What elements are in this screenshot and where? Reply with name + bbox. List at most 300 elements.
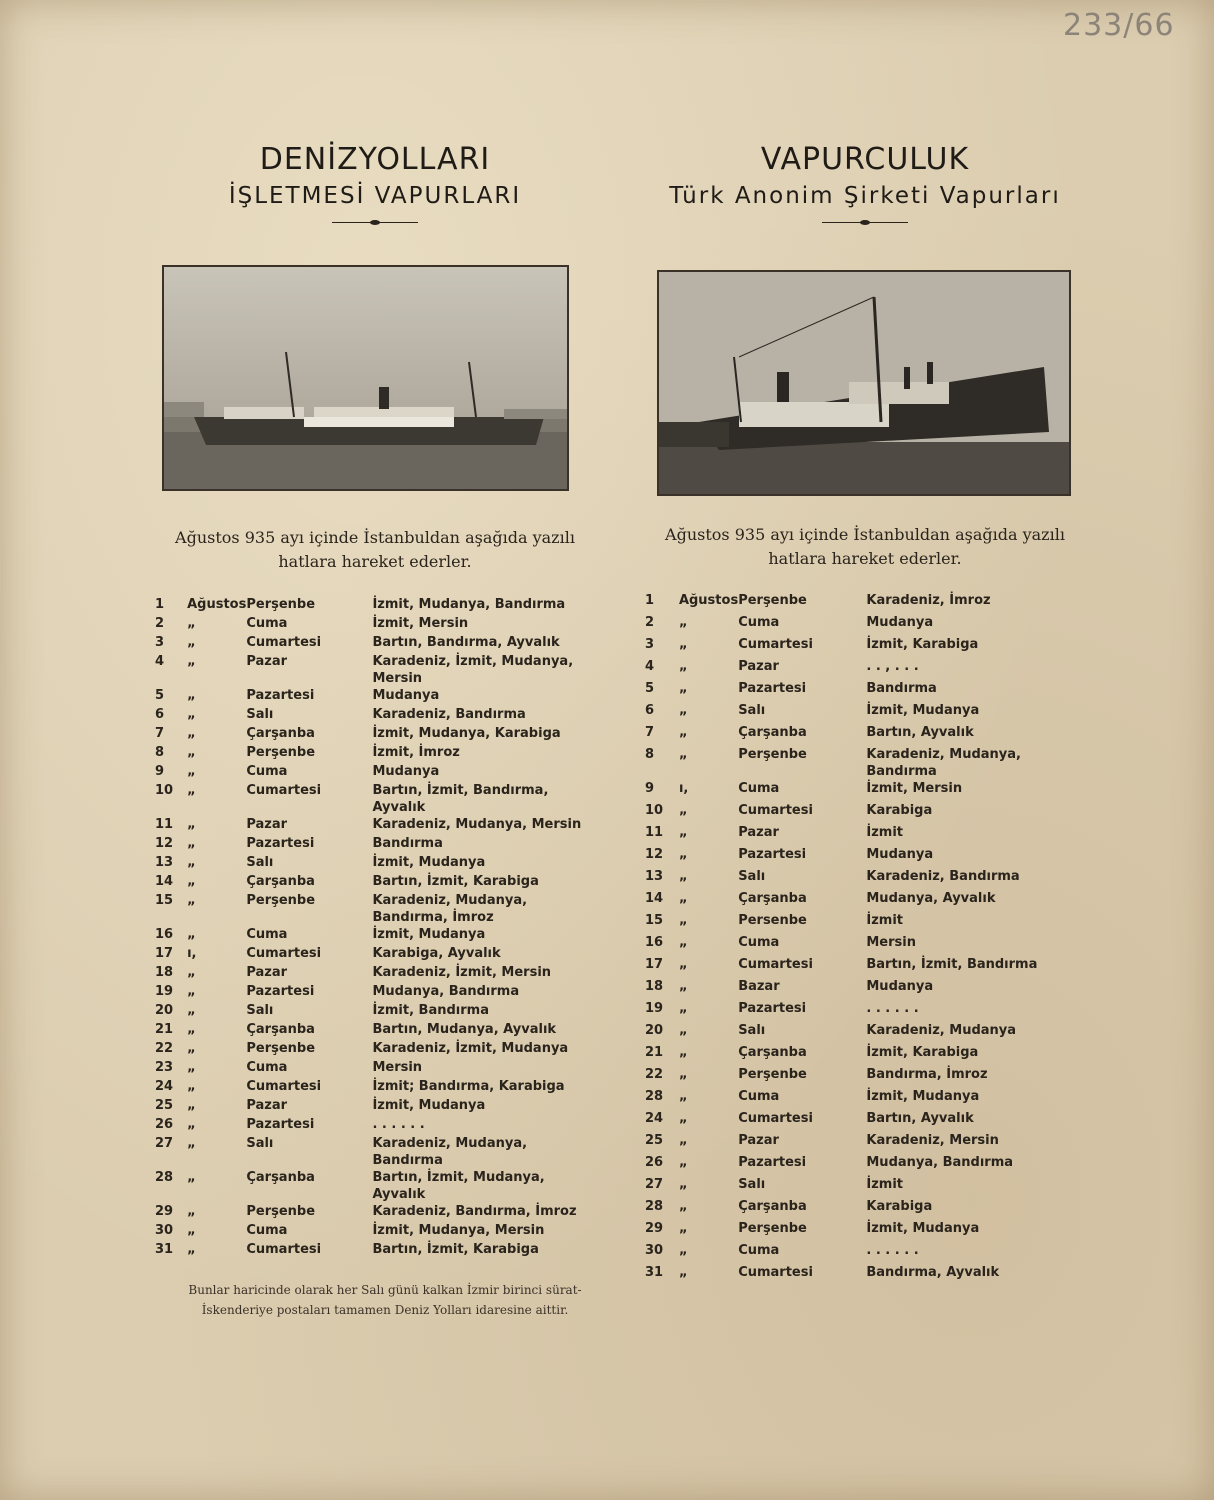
schedule-row: [645, 890, 1045, 912]
schedule-row: [155, 706, 600, 725]
destinations: İzmit, Karabiga: [866, 1045, 979, 1060]
month-marker: „: [678, 747, 688, 762]
day-number: 24: [155, 1079, 174, 1094]
destinations: Bandırma, İmroz: [866, 1067, 988, 1082]
day-number: 27: [155, 1136, 174, 1151]
month-marker: „: [678, 615, 688, 630]
destinations: Mudanya, Bandırma: [866, 1155, 1014, 1170]
weekday: Çarşanba: [246, 726, 315, 741]
weekday: Çarşanba: [246, 874, 315, 889]
day-number: 19: [645, 1001, 664, 1016]
destinations: İzmit, Mudanya: [866, 1221, 980, 1236]
month-marker: „: [187, 1223, 196, 1238]
schedule-row: [155, 725, 600, 744]
weekday: Perşenbe: [246, 745, 316, 760]
day-number: 21: [645, 1045, 664, 1060]
day-number: 14: [155, 874, 174, 889]
day-number: 4: [645, 659, 655, 674]
day-number: 26: [155, 1117, 174, 1132]
schedule-row: [155, 1021, 600, 1040]
destinations: . . . . . .: [372, 1117, 425, 1132]
weekday: Cuma: [246, 1223, 288, 1238]
destinations: Bartın, İzmit, Bandırma: [866, 957, 1038, 972]
weekday: Perşenbe: [246, 597, 316, 612]
schedule-row: [155, 1116, 600, 1135]
month-marker: „: [187, 745, 196, 760]
schedule-row: [645, 1066, 1045, 1088]
schedule-row: [155, 1222, 600, 1241]
day-number: 16: [155, 927, 174, 942]
right-divider: [822, 222, 908, 223]
schedule-row: [155, 1002, 600, 1021]
day-number: 14: [645, 891, 664, 906]
weekday: Pazartesi: [738, 1001, 807, 1016]
weekday: Cuma: [246, 1060, 288, 1075]
month-marker: „: [678, 913, 688, 928]
weekday: Cumartesi: [738, 1265, 813, 1280]
month-marker: „: [187, 1204, 196, 1219]
month-marker: ı,: [678, 781, 689, 796]
weekday: Çarşanba: [738, 1045, 807, 1060]
right-subtitle: Türk Anonim Şirketi Vapurları: [669, 183, 1061, 209]
month-marker: „: [187, 1117, 196, 1132]
schedule-row: [645, 956, 1045, 978]
month-marker: „: [678, 935, 688, 950]
destinations: Bartın, İzmit, Karabiga: [372, 874, 539, 889]
month-marker: Ağustos: [187, 597, 247, 612]
weekday: Perşenbe: [246, 1204, 316, 1219]
destinations: Karabiga: [866, 803, 933, 818]
day-number: 15: [155, 893, 174, 908]
destinations: İzmit, Karabiga: [866, 637, 979, 652]
destinations: İzmit, Mudanya: [866, 1089, 980, 1104]
right-ship-photo: [657, 270, 1071, 496]
destinations: Karadeniz, İzmit, Mersin: [372, 965, 552, 980]
schedule-row: [645, 846, 1045, 868]
schedule-row: [645, 1000, 1045, 1022]
day-number: 15: [645, 913, 664, 928]
schedule-row: [155, 945, 600, 964]
month-marker: „: [187, 688, 196, 703]
schedule-row: [155, 1135, 600, 1169]
schedule-row: [645, 746, 1045, 780]
destinations: Karadeniz, Mudanya, Mersin: [372, 817, 582, 832]
destinations: Karadeniz, Mersin: [866, 1133, 999, 1148]
day-number: 28: [155, 1170, 174, 1185]
weekday: Salı: [246, 1003, 274, 1018]
weekday: Pazar: [246, 965, 288, 980]
month-marker: „: [187, 783, 196, 798]
schedule-row: [155, 1097, 600, 1116]
weekday: Pazartesi: [738, 681, 807, 696]
weekday: Pazar: [246, 817, 288, 832]
day-number: 27: [645, 1177, 664, 1192]
schedule-row: [645, 1154, 1045, 1176]
weekday: Cumartesi: [738, 803, 813, 818]
schedule-row: [645, 1264, 1045, 1286]
month-marker: „: [678, 1089, 688, 1104]
day-number: 9: [155, 764, 165, 779]
day-number: 23: [155, 1060, 174, 1075]
weekday: Perşenbe: [738, 1067, 807, 1082]
month-marker: „: [187, 1136, 196, 1151]
day-number: 5: [155, 688, 165, 703]
weekday: Cuma: [246, 927, 288, 942]
day-number: 6: [645, 703, 655, 718]
month-marker: „: [678, 1133, 688, 1148]
weekday: Pazar: [738, 659, 779, 674]
weekday: Pazartesi: [246, 1117, 315, 1132]
schedule-row: [645, 780, 1045, 802]
destinations: İzmit; Bandırma, Karabiga: [372, 1079, 565, 1094]
destinations: Karadeniz, İzmit, Mudanya, Mersin: [372, 654, 574, 686]
day-number: 8: [645, 747, 655, 762]
day-number: 30: [155, 1223, 174, 1238]
month-marker: „: [678, 825, 688, 840]
month-marker: „: [678, 1199, 688, 1214]
schedule-row: [645, 724, 1045, 746]
weekday: Cumartesi: [246, 783, 322, 798]
schedule-row: [155, 1203, 600, 1222]
destinations: Karadeniz, İmroz: [866, 593, 991, 608]
weekday: Pazartesi: [738, 1155, 807, 1170]
day-number: 12: [155, 836, 174, 851]
month-marker: „: [187, 726, 196, 741]
destinations: İzmit, Mudanya, Bandırma: [372, 597, 566, 612]
day-number: 7: [155, 726, 165, 741]
schedule-row: [645, 1088, 1045, 1110]
denizyollari-header: [150, 140, 600, 223]
month-marker: „: [678, 1265, 688, 1280]
month-marker: „: [187, 1060, 196, 1075]
left-footnote: Bunlar haricinde olarak her Salı günü kalkan İzmir birinci sürat-İskenderiye postaları tamamen Deniz Yolları idaresine aittir.: [188, 1283, 582, 1317]
month-marker: „: [187, 855, 196, 870]
schedule-row: [155, 816, 600, 835]
weekday: Pazar: [738, 825, 779, 840]
destinations: Mudanya: [866, 615, 934, 630]
schedule-row: [645, 658, 1045, 680]
destinations: İzmit, Mudanya, Karabiga: [372, 726, 561, 741]
schedule-row: [155, 964, 600, 983]
month-marker: „: [187, 1022, 196, 1037]
weekday: Cuma: [738, 1243, 780, 1258]
day-number: 24: [645, 1111, 664, 1126]
schedule-row: [155, 1078, 600, 1097]
schedule-row: [155, 687, 600, 706]
destinations: . . . . . .: [866, 1001, 919, 1016]
day-number: 1: [645, 593, 655, 608]
month-marker: „: [678, 1023, 688, 1038]
weekday: Pazar: [246, 654, 288, 669]
day-number: 7: [645, 725, 655, 740]
right-caption: Ağustos 935 ayı içinde İstanbuldan aşağıda yazılı hatlara hareket ederler.: [665, 525, 1065, 568]
destinations: İzmit, Mersin: [372, 616, 469, 631]
schedule-row: [155, 744, 600, 763]
weekday: Cuma: [246, 616, 288, 631]
day-number: 10: [645, 803, 664, 818]
month-marker: „: [678, 725, 688, 740]
schedule-row: [155, 854, 600, 873]
weekday: Cumartesi: [738, 1111, 813, 1126]
day-number: 20: [645, 1023, 664, 1038]
left-divider: [332, 222, 418, 223]
day-number: 18: [155, 965, 174, 980]
destinations: Mudanya, Ayvalık: [866, 891, 996, 906]
right-title: VAPURCULUK: [760, 142, 970, 177]
destinations: Bartın, İzmit, Karabiga: [372, 1242, 539, 1257]
day-number: 11: [645, 825, 664, 840]
weekday: Pazartesi: [246, 984, 315, 999]
weekday: Pazartesi: [738, 847, 807, 862]
destinations: Mersin: [866, 935, 916, 950]
weekday: Cuma: [738, 615, 780, 630]
schedule-row: [645, 680, 1045, 702]
month-marker: „: [187, 893, 196, 908]
month-marker: „: [678, 681, 688, 696]
vapurculuk-header: [645, 140, 1085, 223]
weekday: Pazar: [738, 1133, 779, 1148]
schedule-row: [645, 1220, 1045, 1242]
schedule-row: [155, 1040, 600, 1059]
schedule-row: [155, 892, 600, 926]
day-number: 22: [645, 1067, 664, 1082]
destinations: Bartın, Ayvalık: [866, 725, 974, 740]
day-number: 18: [645, 979, 664, 994]
month-marker: Ağustos: [678, 593, 739, 608]
destinations: İzmit: [866, 1177, 903, 1192]
destinations: İzmit, Mudanya: [372, 1098, 486, 1113]
schedule-row: [155, 634, 600, 653]
day-number: 8: [155, 745, 165, 760]
month-marker: „: [187, 635, 196, 650]
schedule-row: [645, 702, 1045, 724]
destinations: İzmit, Mudanya: [372, 927, 486, 942]
day-number: 20: [155, 1003, 174, 1018]
destinations: Bartın, İzmit, Mudanya, Ayvalık: [372, 1170, 545, 1202]
schedule-row: [645, 1198, 1045, 1220]
day-number: 19: [155, 984, 174, 999]
month-marker: „: [678, 957, 688, 972]
month-marker: „: [678, 979, 688, 994]
weekday: Cumartesi: [246, 946, 322, 961]
schedule-row: [155, 653, 600, 687]
schedule-row: [645, 912, 1045, 934]
weekday: Pazartesi: [246, 688, 315, 703]
destinations: Bartın, Mudanya, Ayvalık: [372, 1022, 557, 1037]
month-marker: „: [678, 1001, 688, 1016]
day-number: 16: [645, 935, 664, 950]
day-number: 21: [155, 1022, 174, 1037]
destinations: Bartın, Ayvalık: [866, 1111, 974, 1126]
schedule-row: [155, 926, 600, 945]
weekday: Cuma: [738, 781, 780, 796]
schedule-row: [155, 873, 600, 892]
destinations: İzmit: [866, 825, 903, 840]
day-number: 28: [645, 1199, 664, 1214]
month-marker: „: [187, 1003, 196, 1018]
day-number: 31: [645, 1265, 664, 1280]
weekday: Perşenbe: [246, 1041, 316, 1056]
month-marker: „: [187, 616, 196, 631]
day-number: 6: [155, 707, 165, 722]
day-number: 26: [645, 1155, 664, 1170]
month-marker: „: [678, 1111, 688, 1126]
destinations: Mudanya: [372, 764, 440, 779]
weekday: Cumartesi: [246, 1242, 322, 1257]
month-marker: „: [187, 1079, 196, 1094]
destinations: İzmit, İmroz: [372, 745, 460, 760]
weekday: Perşenbe: [738, 747, 807, 762]
destinations: Karadeniz, Bandırma: [866, 869, 1020, 884]
day-number: 28: [645, 1089, 664, 1104]
month-marker: „: [678, 659, 688, 674]
weekday: Cumartesi: [738, 637, 813, 652]
destinations: Bartın, Bandırma, Ayvalık: [372, 635, 560, 650]
day-number: 10: [155, 783, 174, 798]
archive-number: 233/66: [1063, 8, 1175, 43]
destinations: İzmit, Bandırma: [372, 1003, 489, 1018]
schedule-row: [645, 636, 1045, 658]
month-marker: „: [187, 927, 196, 942]
weekday: Salı: [246, 1136, 274, 1151]
destinations: . . . . . .: [866, 1243, 919, 1258]
weekday: Salı: [246, 707, 274, 722]
month-marker: „: [678, 1243, 688, 1258]
schedule-row: [645, 592, 1045, 614]
schedule-row: [155, 782, 600, 816]
destinations: Bandırma: [866, 681, 937, 696]
weekday: Cumartesi: [246, 1079, 322, 1094]
left-subtitle: İŞLETMESİ VAPURLARI: [228, 183, 522, 209]
month-marker: „: [187, 1041, 196, 1056]
schedule-row: [645, 934, 1045, 956]
schedule-row: [645, 1132, 1045, 1154]
month-marker: „: [187, 1098, 196, 1113]
weekday: Salı: [738, 869, 766, 884]
schedule-row: [645, 1044, 1045, 1066]
schedule-row: [155, 1169, 600, 1203]
day-number: 17: [155, 946, 174, 961]
destinations: Mudanya: [866, 979, 934, 994]
day-number: 4: [155, 654, 165, 669]
month-marker: ı,: [187, 946, 197, 961]
month-marker: „: [678, 1177, 688, 1192]
weekday: Perşenbe: [738, 1221, 807, 1236]
weekday: Perşenbe: [246, 893, 316, 908]
destinations: Mudanya: [372, 688, 440, 703]
destinations: Mersin: [372, 1060, 423, 1075]
month-marker: „: [187, 1170, 196, 1185]
day-number: 31: [155, 1242, 174, 1257]
schedule-row: [155, 763, 600, 782]
month-marker: „: [187, 654, 196, 669]
day-number: 25: [155, 1098, 174, 1113]
weekday: Cuma: [738, 935, 780, 950]
destinations: Bandırma, Ayvalık: [866, 1265, 1000, 1280]
weekday: Çarşanba: [246, 1170, 315, 1185]
destinations: İzmit: [866, 913, 903, 928]
destinations: Karadeniz, Mudanya, Bandırma: [866, 747, 1021, 779]
weekday: Persenbe: [738, 913, 807, 928]
weekday: Pazartesi: [246, 836, 315, 851]
left-caption: Ağustos 935 ayı içinde İstanbuldan aşağıda yazılı hatlara hareket ederler.: [175, 528, 575, 571]
schedule-row: [155, 615, 600, 634]
weekday: Cuma: [246, 764, 288, 779]
day-number: 3: [155, 635, 165, 650]
day-number: 5: [645, 681, 655, 696]
weekday: Cumartesi: [738, 957, 813, 972]
schedule-row: [645, 802, 1045, 824]
destinations: Mudanya: [866, 847, 934, 862]
day-number: 29: [155, 1204, 174, 1219]
month-marker: „: [678, 1045, 688, 1060]
destinations: Bartın, İzmit, Bandırma, Ayvalık: [372, 783, 549, 815]
month-marker: „: [187, 874, 196, 889]
month-marker: „: [678, 1221, 688, 1236]
weekday: Çarşanba: [246, 1022, 315, 1037]
day-number: 2: [155, 616, 165, 631]
schedule-row: [155, 1241, 600, 1260]
day-number: 13: [645, 869, 664, 884]
left-schedule-table: [155, 596, 600, 1260]
schedule-row: [645, 1022, 1045, 1044]
month-marker: „: [187, 707, 196, 722]
destinations: Karadeniz, Mudanya, Bandırma, İmroz: [372, 893, 528, 925]
weekday: Çarşanba: [738, 725, 807, 740]
schedule-row: [155, 1059, 600, 1078]
schedule-row: [645, 1176, 1045, 1198]
left-ship-photo: [162, 265, 569, 491]
day-number: 22: [155, 1041, 174, 1056]
month-marker: „: [187, 984, 196, 999]
month-marker: „: [187, 1242, 196, 1257]
destinations: İzmit, Mersin: [866, 781, 963, 796]
schedule-row: [645, 1242, 1045, 1264]
day-number: 11: [155, 817, 174, 832]
weekday: Perşenbe: [738, 593, 807, 608]
destinations: Karadeniz, Bandırma: [372, 707, 526, 722]
weekday: Pazar: [246, 1098, 288, 1113]
month-marker: „: [678, 1067, 688, 1082]
weekday: Bazar: [738, 979, 780, 994]
destinations: Karadeniz, İzmit, Mudanya: [372, 1041, 569, 1056]
schedule-row: [155, 983, 600, 1002]
weekday: Salı: [246, 855, 274, 870]
month-marker: „: [187, 817, 196, 832]
month-marker: „: [678, 637, 688, 652]
month-marker: „: [678, 1155, 688, 1170]
day-number: 2: [645, 615, 655, 630]
day-number: 13: [155, 855, 174, 870]
day-number: 1: [155, 597, 165, 612]
destinations: Karadeniz, Mudanya: [866, 1023, 1017, 1038]
month-marker: „: [187, 965, 196, 980]
schedule-row: [645, 1110, 1045, 1132]
month-marker: „: [678, 703, 688, 718]
month-marker: „: [678, 847, 688, 862]
schedule-row: [645, 614, 1045, 636]
destinations: Karabiga: [866, 1199, 933, 1214]
schedule-row: [155, 596, 600, 615]
destinations: Karadeniz, Bandırma, İmroz: [372, 1204, 577, 1219]
day-number: 12: [645, 847, 664, 862]
destinations: Karabiga, Ayvalık: [372, 946, 501, 961]
destinations: Bandırma: [372, 836, 443, 851]
destinations: İzmit, Mudanya, Mersin: [372, 1223, 545, 1238]
destinations: Karadeniz, Mudanya, Bandırma: [372, 1136, 528, 1168]
schedule-row: [645, 978, 1045, 1000]
left-title: DENİZYOLLARI: [259, 142, 491, 177]
